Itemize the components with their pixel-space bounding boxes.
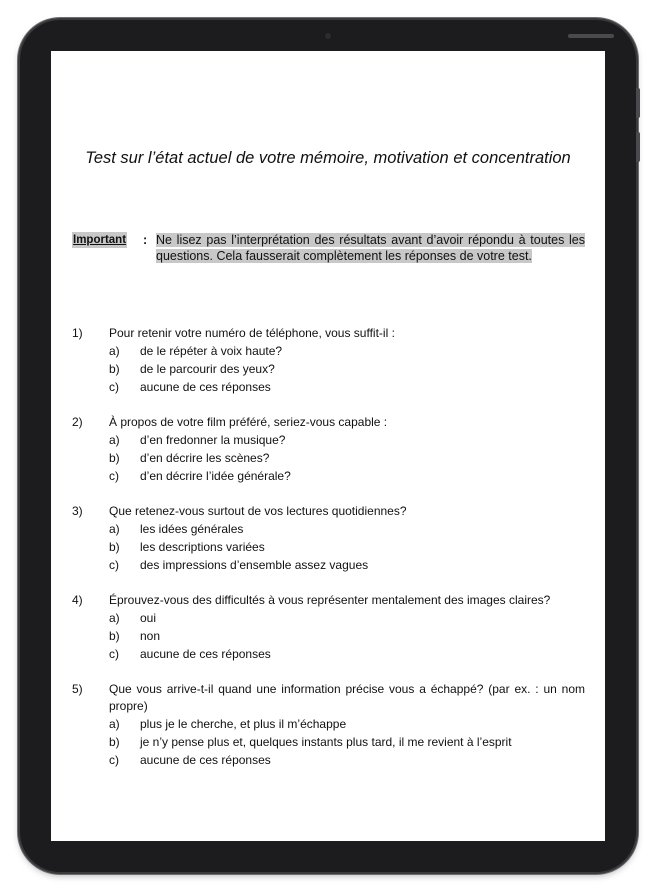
volume-down-button [636, 132, 640, 162]
volume-up-button [636, 88, 640, 118]
option-text: d’en fredonner la musique? [140, 433, 286, 447]
option-text: plus je le cherche, et plus il m’échappe [140, 717, 347, 731]
option-text: aucune de ces réponses [140, 380, 271, 394]
answer-option [109, 751, 585, 769]
question-list [72, 325, 585, 769]
answer-option [109, 431, 585, 449]
option-text: oui [140, 611, 157, 625]
question-1 [72, 325, 585, 396]
question-4 [72, 592, 585, 663]
question-3 [72, 503, 585, 574]
answer-option [109, 467, 585, 485]
option-letter: c) [109, 380, 119, 394]
question-text: Que retenez-vous surtout de vos lectures quotidiennes? [109, 504, 407, 518]
answer-option [109, 627, 585, 645]
question-number: 3) [72, 504, 83, 518]
option-letter: c) [109, 647, 119, 661]
answer-option [109, 520, 585, 538]
option-letter: a) [109, 717, 120, 731]
important-label: Important [73, 234, 127, 246]
answer-option [109, 645, 585, 663]
document-title: Test sur l’état actuel de votre mémoire, motivation et concentration [85, 149, 571, 167]
answer-option [109, 715, 585, 733]
option-text: non [140, 629, 161, 643]
option-text: les descriptions variées [140, 540, 265, 554]
answer-option [109, 609, 585, 627]
option-letter: b) [109, 451, 120, 465]
option-letter: a) [109, 522, 120, 536]
front-camera [325, 33, 331, 39]
question-text: Éprouvez-vous des difficultés à vous représenter mentalement des images claires? [109, 593, 551, 607]
option-text: aucune de ces réponses [140, 647, 271, 661]
answer-option [109, 449, 585, 467]
tablet-frame [20, 20, 636, 872]
answer-option [109, 378, 585, 396]
important-text: Ne lisez pas l’interprétation des résultats avant d’avoir répondu à toutes les questions. Cela fausserait complètement les réponses de votre test. [156, 233, 585, 263]
question-number: 1) [72, 326, 83, 340]
option-text: de le parcourir des yeux? [140, 362, 275, 376]
power-button [568, 34, 614, 38]
question-text: Que vous arrive-t-il quand une information précise vous a échappé? (par ex. : un nom propre) [109, 682, 585, 713]
option-text: d’en décrire les scènes? [140, 451, 270, 465]
option-letter: b) [109, 540, 120, 554]
option-letter: a) [109, 344, 120, 358]
option-text: aucune de ces réponses [140, 753, 271, 767]
answer-option [109, 556, 585, 574]
answer-option [109, 538, 585, 556]
option-text: je n’y pense plus et, quelques instants plus tard, il me revient à l’esprit [140, 735, 512, 749]
question-number: 2) [72, 415, 83, 429]
question-2 [72, 414, 585, 485]
option-text: de le répéter à voix haute? [140, 344, 283, 358]
option-letter: c) [109, 469, 119, 483]
question-text: Pour retenir votre numéro de téléphone, vous suffit-il : [109, 326, 395, 340]
answer-option [109, 733, 585, 751]
option-text: d’en décrire l’idée générale? [140, 469, 291, 483]
question-number: 5) [72, 682, 83, 696]
question-5 [72, 681, 585, 769]
answer-option [109, 360, 585, 378]
question-text: À propos de votre film préféré, seriez-vous capable : [109, 415, 388, 429]
option-letter: a) [109, 433, 120, 447]
answer-option [109, 342, 585, 360]
option-letter: a) [109, 611, 120, 625]
option-letter: b) [109, 629, 120, 643]
document-page [51, 51, 605, 841]
important-colon: : [143, 233, 148, 247]
option-letter: c) [109, 558, 119, 572]
question-number: 4) [72, 593, 83, 607]
important-text-block [156, 232, 585, 264]
option-letter: c) [109, 753, 119, 767]
option-letter: b) [109, 362, 120, 376]
option-text: des impressions d’ensemble assez vagues [140, 558, 369, 572]
option-letter: b) [109, 735, 120, 749]
option-text: les idées générales [140, 522, 244, 536]
